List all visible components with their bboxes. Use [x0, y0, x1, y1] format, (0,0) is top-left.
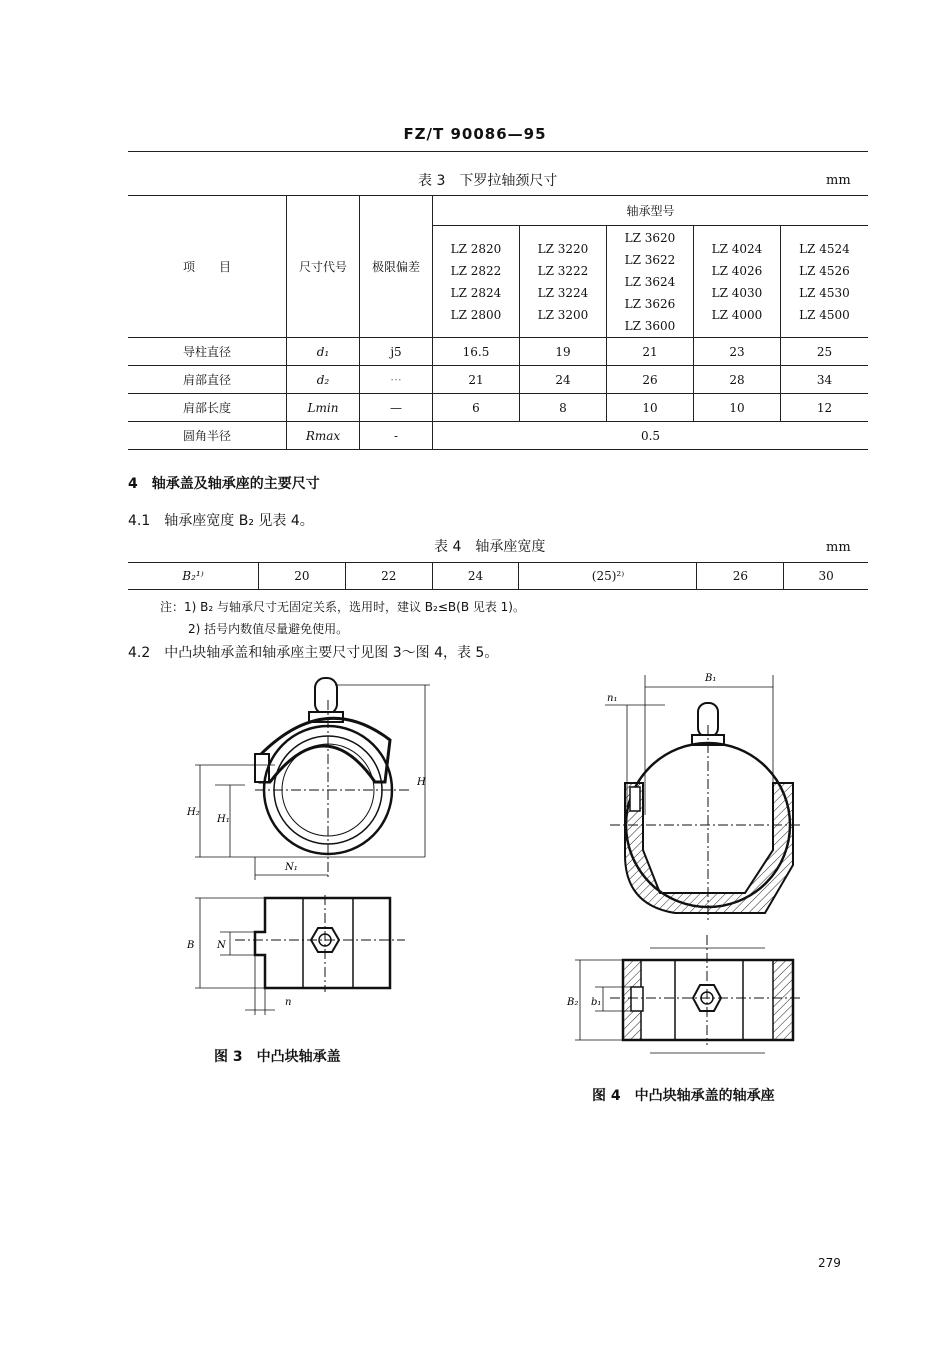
row-value: 10 — [607, 394, 694, 422]
page-number: 279 — [818, 1256, 841, 1270]
table3-unit: mm — [826, 173, 851, 188]
table4-value: 24 — [432, 563, 519, 590]
table4-value: 20 — [259, 563, 346, 590]
fig4-label-n1: n₁ — [607, 693, 618, 704]
fig3-label-H2: H₂ — [187, 807, 200, 818]
table4-label: B₂¹⁾ — [128, 563, 259, 590]
section42-text: 4.2 中凸块轴承盖和轴承座主要尺寸见图 3～图 4，表 5。 — [128, 645, 499, 661]
table4-value: 22 — [345, 563, 432, 590]
table-row — [128, 366, 868, 394]
row-value: 10 — [694, 394, 781, 422]
table4-value: (25)²⁾ — [519, 563, 697, 590]
table3-model-cell: LZ 3220 LZ 3222 LZ 3224 LZ 3200 — [520, 226, 607, 338]
table4-unit: mm — [826, 540, 851, 555]
table4-caption: 表 4 轴承座宽度 — [434, 539, 546, 555]
row-tol: — — [360, 394, 433, 422]
figure4-caption: 图 4 中凸块轴承盖的轴承座 — [592, 1088, 775, 1104]
row-code: Rmax — [287, 422, 360, 450]
header-rule — [128, 151, 868, 152]
row-code: Lmin — [287, 394, 360, 422]
row-value: 16.5 — [433, 338, 520, 366]
table3-group-header: 轴承型号 — [433, 196, 869, 226]
figure3-caption: 图 3 中凸块轴承盖 — [214, 1049, 341, 1065]
table3-model-cell: LZ 4524 LZ 4526 LZ 4530 LZ 4500 — [781, 226, 869, 338]
table3-model-cell: LZ 4024 LZ 4026 LZ 4030 LZ 4000 — [694, 226, 781, 338]
row-value: 21 — [607, 338, 694, 366]
row-value: 8 — [520, 394, 607, 422]
table3-col-code: 尺寸代号 — [287, 196, 360, 338]
figure4-drawing — [555, 665, 815, 1060]
fig4-label-B2: B₂ — [567, 997, 579, 1008]
table4 — [128, 562, 868, 590]
table3-model-cell: LZ 3620 LZ 3622 LZ 3624 LZ 3626 LZ 3600 — [607, 226, 694, 338]
fig3-label-B: B — [187, 940, 195, 951]
fig3-label-N: N — [217, 940, 226, 951]
row-value: 23 — [694, 338, 781, 366]
table3-caption: 表 3 下罗拉轴颈尺寸 — [418, 173, 558, 189]
table4-value: 30 — [784, 563, 868, 590]
table-row — [128, 422, 868, 450]
row-value: 21 — [433, 366, 520, 394]
note-2: 2) 括号内数值尽量避免使用。 — [188, 622, 349, 636]
row-tol: j5 — [360, 338, 433, 366]
table4-value: 26 — [697, 563, 784, 590]
standard-number: FZ/T 90086—95 — [403, 125, 547, 143]
row-item: 圆角半径 — [128, 422, 287, 450]
row-value: 26 — [607, 366, 694, 394]
section41-text: 4.1 轴承座宽度 B₂ 见表 4。 — [128, 513, 314, 529]
table3-col-item: 项 目 — [128, 196, 287, 338]
row-item: 导柱直径 — [128, 338, 287, 366]
fig4-label-b1: b₁ — [591, 997, 602, 1008]
fig3-label-N1: N₁ — [285, 862, 298, 873]
table3 — [128, 195, 868, 450]
section4-title: 4 轴承盖及轴承座的主要尺寸 — [128, 476, 320, 492]
row-code: d₂ — [287, 366, 360, 394]
row-value: 19 — [520, 338, 607, 366]
row-tol: ··· — [360, 366, 433, 394]
fig4-label-B1: B₁ — [705, 673, 717, 684]
row-item: 肩部直径 — [128, 366, 287, 394]
row-value: 25 — [781, 338, 869, 366]
row-tol: - — [360, 422, 433, 450]
figure3-drawing — [175, 670, 445, 1030]
row-value: 28 — [694, 366, 781, 394]
row-value: 6 — [433, 394, 520, 422]
row-value: 12 — [781, 394, 869, 422]
row-code: d₁ — [287, 338, 360, 366]
fig3-label-n: n — [285, 997, 292, 1008]
table3-col-tol: 极限偏差 — [360, 196, 433, 338]
row-item: 肩部长度 — [128, 394, 287, 422]
fig3-label-H1: H₁ — [217, 814, 230, 825]
table-row — [128, 338, 868, 366]
note-1: 注：1) B₂ 与轴承尺寸无固定关系，选用时，建议 B₂≤B(B 见表 1)。 — [160, 600, 525, 614]
row-value: 24 — [520, 366, 607, 394]
row-merged-value: 0.5 — [433, 422, 869, 450]
row-value: 34 — [781, 366, 869, 394]
fig3-label-H: H — [417, 777, 426, 788]
table-row — [128, 394, 868, 422]
table3-model-cell: LZ 2820 LZ 2822 LZ 2824 LZ 2800 — [433, 226, 520, 338]
